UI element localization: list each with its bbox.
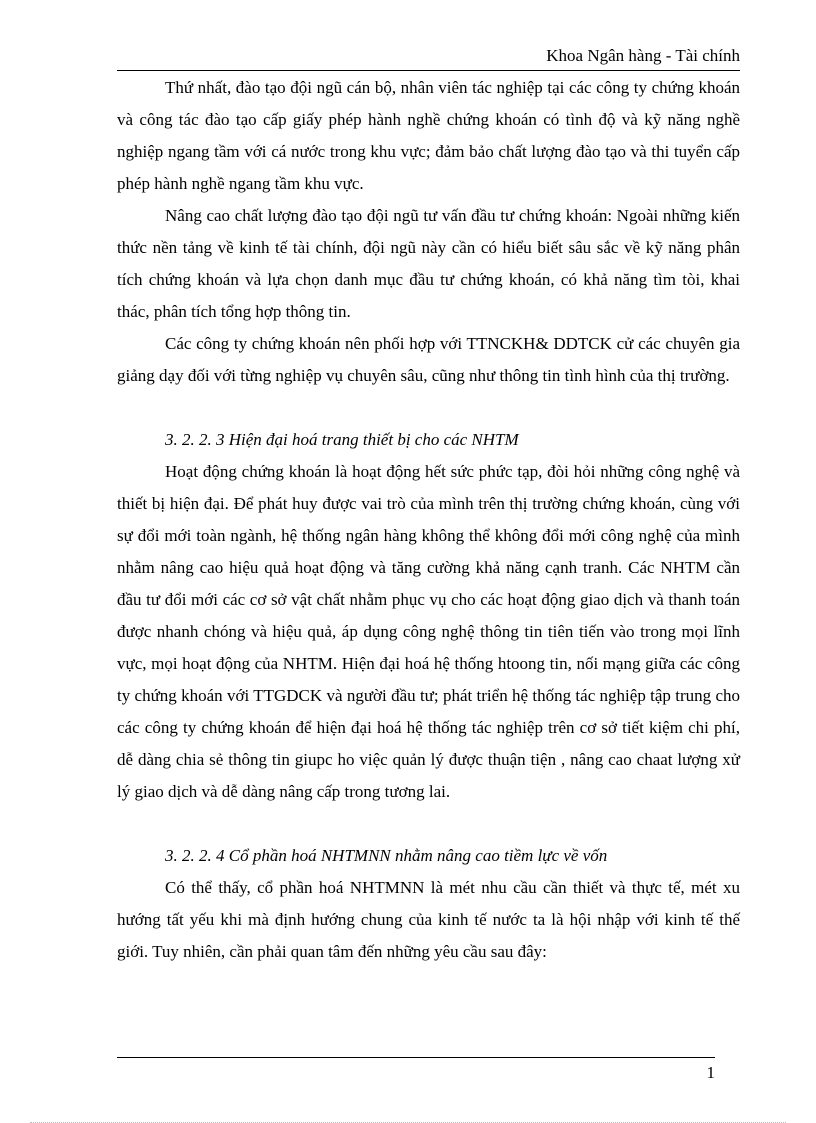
paragraph: Có thể thấy, cổ phần hoá NHTMNN là mét nhu cầu cần thiết và thực tế, mét xu hướng tất yếu khi mà định hướng chung của kinh tế nước ta là hội nhập với kinh tế thế giới. Tuy nhiên, cần phải quan tâm đến những yêu cầu sau đây: (117, 878, 740, 961)
page-header: Khoa Ngân hàng - Tài chính (117, 44, 740, 71)
section-heading: 3. 2. 2. 4 Cổ phần hoá NHTMNN nhằm nâng cao tiềm lực về vốn (165, 846, 608, 865)
page-number: 1 (706, 1063, 715, 1082)
paragraph: Nâng cao chất lượng đào tạo đội ngũ tư vấn đầu tư chứng khoán: Ngoài những kiến thức nền tảng về kinh tế tài chính, đội ngũ này cần có hiểu biết sâu sắc về kỹ năng phân tích chứng khoán và lựa chọn danh mục đầu tư chứng khoán, có khả năng tìm tòi, khai thác, phân tích tổng hợp thông tin. (117, 206, 740, 321)
section-heading: 3. 2. 2. 3 Hiện đại hoá trang thiết bị cho các NHTM (165, 430, 519, 449)
paragraph: Thứ nhất, đào tạo đội ngũ cán bộ, nhân viên tác nghiệp tại các công ty chứng khoán và công tác đào tạo cấp giấy phép hành nghề chứng khoán có tình độ và kỹ năng nghề nghiệp ngang tầm với cá nước trong khu vực; đảm bảo chất lượng đào tạo và thi tuyển cấp phép hành nghề ngang tầm khu vực. (117, 78, 740, 193)
page-content (117, 72, 740, 968)
paragraph: Hoạt động chứng khoán là hoạt động hết sức phức tạp, đòi hỏi những công nghệ và thiết bị hiện đại. Để phát huy được vai trò của mình trên thị trường chứng khoán, cùng với sự đổi mới toàn ngành, hệ thống ngân hàng không thể không đổi mới công nghệ của mình nhằm nâng cao hiệu quả hoạt động và tăng cường khả năng cạnh tranh. Các NHTM cần đầu tư đổi mới các cơ sở vật chất nhằm phục vụ cho các hoạt động giao dịch và thanh toán được nhanh chóng và hiệu quả, áp dụng công nghệ thông tin tiên tiến vào trong mọi lĩnh vực, mọi hoạt động của NHTM. Hiện đại hoá hệ thống htoong tin, nối mạng giữa các công ty chứng khoán với TTGDCK và người đầu tư; phát triển hệ thống tác nghiệp tập trung cho các công ty chứng khoán để hiện đại hoá hệ thống tác nghiệp trên cơ sở tiết kiệm chi phí, dễ dàng chia sẻ thông tin giupc ho việc quản lý được thuận tiện , nâng cao chaat lượng xử lý giao dịch và dễ dàng nâng cấp trong tương lai. (117, 462, 740, 801)
footer-divider (117, 1057, 715, 1058)
paragraph: Các công ty chứng khoán nên phối hợp với TTNCKH& DDTCK cử các chuyên gia giảng dạy đối với từng nghiệp vụ chuyên sâu, cũng như thông tin tình hình của thị trường. (117, 334, 740, 385)
